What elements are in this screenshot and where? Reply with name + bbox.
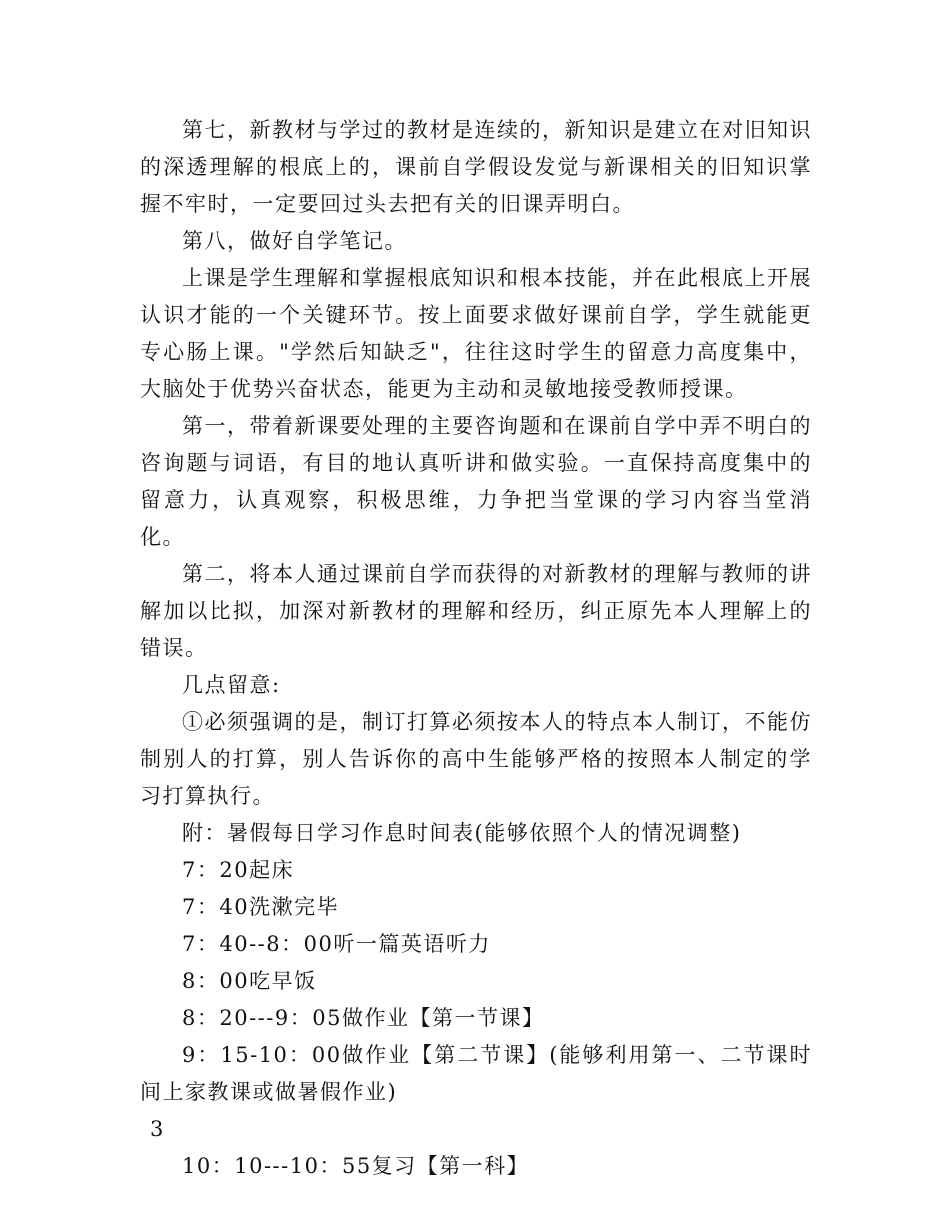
paragraph-2: 第八，做好自学笔记。 <box>182 229 407 253</box>
schedule-item: 7：40洗漱完毕 <box>182 895 340 919</box>
page-number: 3 <box>150 1117 164 1141</box>
schedule-item: 8：20---9：05做作业【第一节课】 <box>182 1006 545 1030</box>
paragraph-4: 第一，带着新课要处理的主要咨询题和在课前自学中弄不明白的咨询题与词语，有目的地认真听讲和做实验。一直保持高度集中的留意力，认真观察，积极思维，力争把当堂课的学习内容当堂消化。 <box>140 414 812 549</box>
paragraph-5: 第二，将本人通过课前自学而获得的对新教材的理解与教师的讲解加以比拟，加深对新教材的理解和经历，纠正原先本人理解上的错误。 <box>140 562 812 660</box>
paragraph-1: 第七，新教材与学过的教材是连续的，新知识是建立在对旧知识的深透理解的根底上的，课前自学假设发觉与新课相关的旧知识掌握不牢时，一定要回过头去把有关的旧课弄明白。 <box>140 118 812 216</box>
schedule-heading: 附：暑假每日学习作息时间表(能够依照个人的情况调整) <box>182 821 742 845</box>
schedule-item: 7：20起床 <box>182 858 295 882</box>
paragraph-3: 上课是学生理解和掌握根底知识和根本技能，并在此根底上开展认识才能的一个关键环节。按上面要求做好课前自学，学生就能更专心肠上课。"学然后知缺乏"，往往这时学生的留意力高度集中，大脑处于优势兴奋状态，能更为主动和灵敏地接受教师授课。 <box>140 266 812 401</box>
schedule-item: 7：40--8：00听一篇英语听力 <box>182 932 491 956</box>
schedule-item: 10：10---10：55复习【第一科】 <box>182 1154 530 1178</box>
schedule-item: 9：15-10：00做作业【第二节课】(能够利用第一、二节课时间上家教课或做暑假作业) <box>140 1043 812 1104</box>
paragraph-7: ①必须强调的是，制订打算必须按本人的特点本人制订，不能仿制别人的打算，别人告诉你的高中生能够严格的按照本人制定的学习打算执行。 <box>140 710 812 808</box>
schedule-item: 8：00吃早饭 <box>182 969 317 993</box>
paragraph-6: 几点留意: <box>182 673 281 697</box>
